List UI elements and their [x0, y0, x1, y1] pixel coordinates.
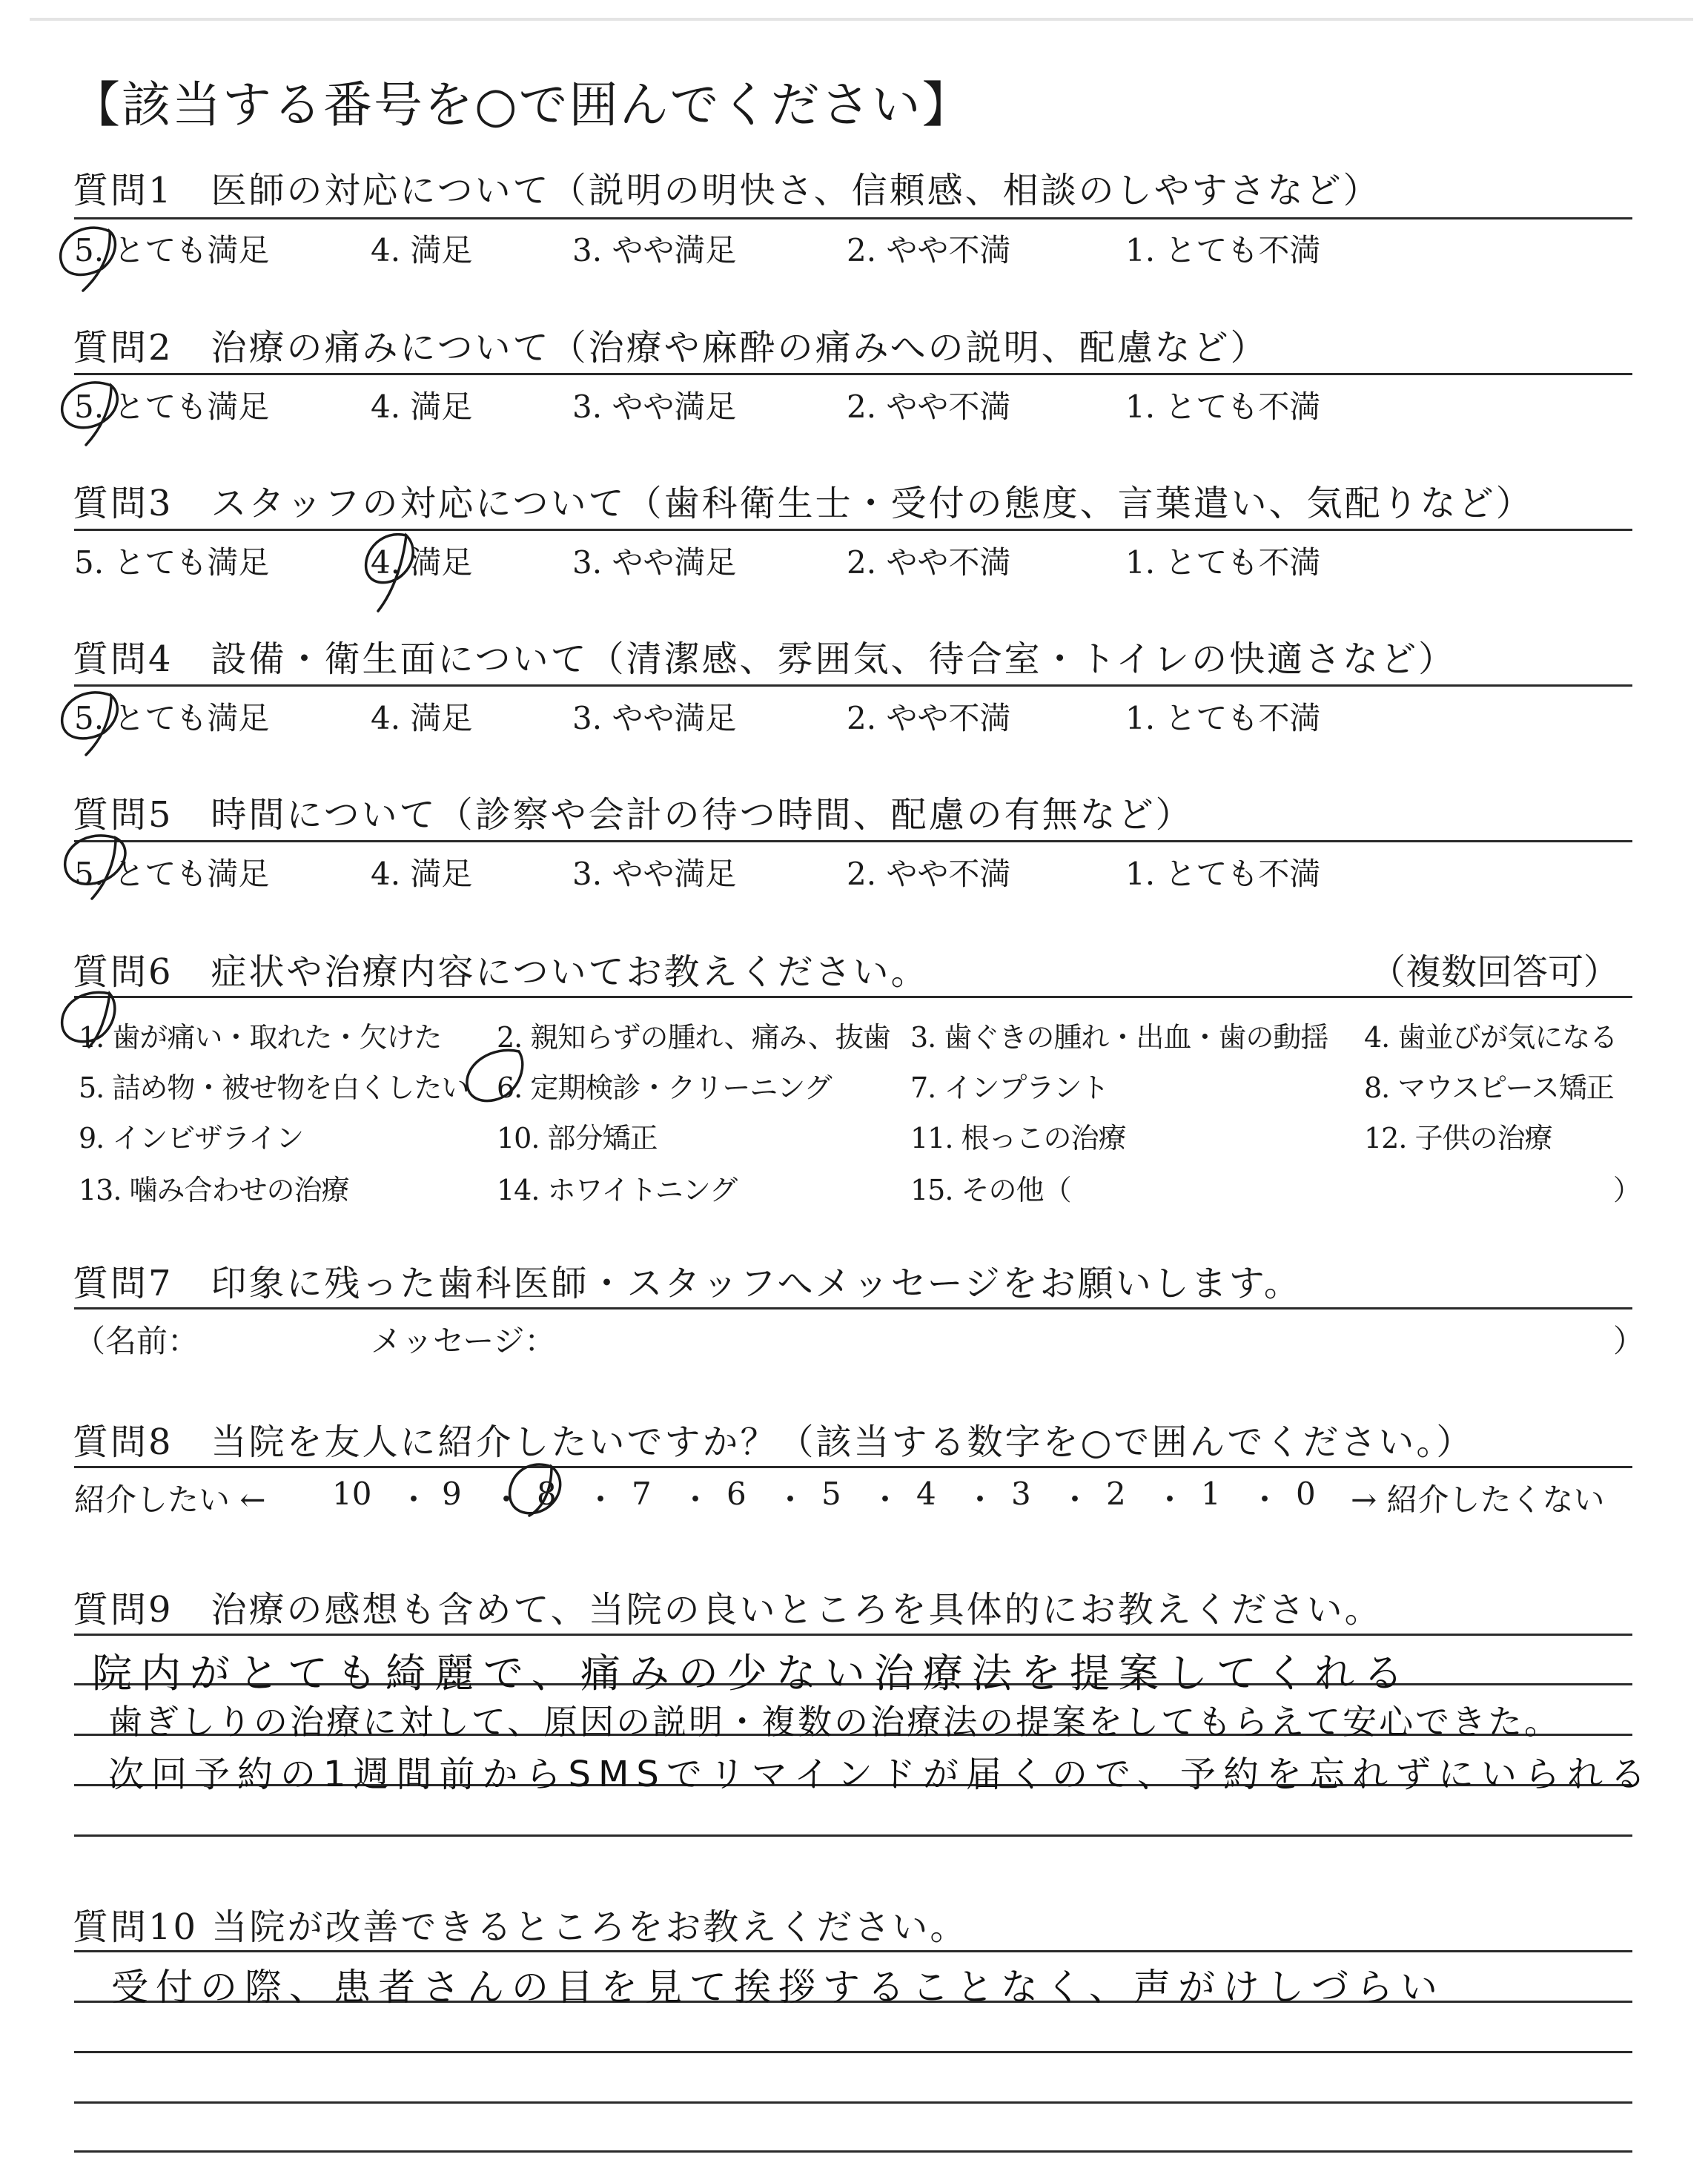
- dot: ・: [491, 1482, 523, 1518]
- scan-edge: [30, 18, 1693, 21]
- dot: ・: [398, 1482, 430, 1518]
- dot: ・: [870, 1482, 901, 1518]
- rule: [74, 684, 1632, 687]
- dot: ・: [775, 1482, 807, 1518]
- q1-option-1[interactable]: 1. とても不満: [1125, 232, 1321, 268]
- q9-answer-line-2: 歯ぎしりの治療に対して、原因の説明・複数の治療法の提案をしてもらえて安心できた。: [108, 1702, 1561, 1742]
- q6-item-13[interactable]: 13. 噛み合わせの治療: [79, 1174, 349, 1206]
- q6-other-close-paren: ）: [1613, 1174, 1641, 1206]
- q5-option-5[interactable]: 5. とても満足: [74, 856, 270, 892]
- q6-item-10[interactable]: 10. 部分矯正: [497, 1122, 658, 1155]
- q4-option-3[interactable]: 3. やや満足: [572, 700, 737, 736]
- q6-item-6[interactable]: 6. 定期検診・クリーニング: [497, 1071, 832, 1104]
- rule: [74, 996, 1632, 998]
- question-5-label: 質問5 時間について（診察や会計の待つ時間、配慮の有無など）: [73, 794, 1194, 836]
- rule: [74, 2150, 1632, 2153]
- question-4-label: 質問4 設備・衛生面について（清潔感、雰囲気、待合室・トイレの快適さなど）: [73, 638, 1457, 680]
- q3-option-4[interactable]: 4. 満足: [371, 544, 473, 581]
- q2-option-3[interactable]: 3. やや満足: [572, 389, 737, 425]
- q6-item-15[interactable]: 15. その他（: [910, 1174, 1071, 1206]
- rule: [74, 840, 1632, 842]
- rule: [74, 217, 1632, 219]
- q6-item-9[interactable]: 9. インビザライン: [79, 1122, 304, 1155]
- q1-option-4[interactable]: 4. 満足: [371, 232, 473, 268]
- q8-score-4[interactable]: 4: [916, 1476, 936, 1512]
- dot: ・: [1249, 1482, 1281, 1518]
- q2-option-4[interactable]: 4. 満足: [371, 389, 473, 425]
- rule: [74, 1834, 1632, 1837]
- rule: [74, 2101, 1632, 2104]
- q6-item-7[interactable]: 7. インプラント: [910, 1071, 1109, 1104]
- q2-option-1[interactable]: 1. とても不満: [1125, 389, 1321, 425]
- question-6-label: 質問6 症状や治療内容についてお教えください。: [73, 951, 929, 993]
- rule: [74, 1466, 1632, 1468]
- q5-option-2[interactable]: 2. やや不満: [847, 856, 1011, 892]
- q4-option-4[interactable]: 4. 満足: [371, 700, 473, 736]
- q6-item-14[interactable]: 14. ホワイトニング: [497, 1174, 738, 1206]
- rule: [74, 1634, 1632, 1636]
- dot: ・: [964, 1482, 996, 1518]
- rule: [74, 373, 1632, 375]
- name-label: （名前：: [74, 1323, 199, 1359]
- q1-option-2[interactable]: 2. やや不満: [847, 232, 1011, 268]
- question-8-label: 質問8 当院を友人に紹介したいですか？（該当する数字を○で囲んでください。）: [73, 1421, 1474, 1463]
- question-3-label: 質問3 スタッフの対応について（歯科衛生士・受付の態度、言葉遣い、気配りなど）: [73, 483, 1534, 524]
- q6-item-5[interactable]: 5. 詰め物・被せ物を白くしたい: [79, 1071, 469, 1104]
- q8-score-3[interactable]: 3: [1011, 1476, 1031, 1512]
- question-9-label: 質問9 治療の感想も含めて、当院の良いところを具体的にお教えください。: [73, 1589, 1383, 1631]
- q1-option-3[interactable]: 3. やや満足: [572, 232, 737, 268]
- q1-option-5[interactable]: 5. とても満足: [74, 232, 270, 268]
- dot: ・: [1059, 1482, 1091, 1518]
- q9-answer-line-1: 院内がとても綺麗で、痛みの少ない治療法を提案してくれる: [92, 1650, 1412, 1697]
- q8-score-7[interactable]: 7: [632, 1476, 652, 1512]
- rule: [74, 2051, 1632, 2053]
- q6-item-1[interactable]: 1. 歯が痛い・取れた・欠けた: [79, 1021, 442, 1054]
- question-7-label: 質問7 印象に残った歯科医師・スタッフへメッセージをお願いします。: [73, 1263, 1302, 1304]
- recommend-right-label: → 紹介したくない: [1351, 1482, 1605, 1518]
- recommend-left-label: 紹介したい ←: [74, 1482, 266, 1518]
- message-label: メッセージ：: [371, 1323, 556, 1359]
- message-close-paren: ）: [1613, 1323, 1645, 1359]
- rule: [74, 1950, 1632, 1952]
- q9-answer-line-3: 次回予約の1週間前からSMSでリマインドが届くので、予約を忘れずにいられる: [108, 1754, 1654, 1795]
- page-title: 【該当する番号を○で囲んでください】: [71, 76, 973, 133]
- q6-item-12[interactable]: 12. 子供の治療: [1364, 1122, 1552, 1155]
- q3-option-3[interactable]: 3. やや満足: [572, 544, 737, 581]
- q5-option-3[interactable]: 3. やや満足: [572, 856, 737, 892]
- question-2-label: 質問2 治療の痛みについて（治療や麻酔の痛みへの説明、配慮など）: [73, 327, 1268, 369]
- dot: ・: [680, 1482, 712, 1518]
- q6-item-8[interactable]: 8. マウスピース矯正: [1364, 1071, 1614, 1104]
- q6-item-2[interactable]: 2. 親知らずの腫れ、痛み、抜歯: [497, 1021, 890, 1054]
- q8-score-8[interactable]: 8: [537, 1476, 557, 1512]
- q8-score-5[interactable]: 5: [821, 1476, 841, 1512]
- q3-option-2[interactable]: 2. やや不満: [847, 544, 1011, 581]
- rule: [74, 529, 1632, 531]
- q8-score-0[interactable]: 0: [1296, 1476, 1316, 1512]
- q2-option-2[interactable]: 2. やや不満: [847, 389, 1011, 425]
- q10-answer-line-1: 受付の際、患者さんの目を見て挨拶することなく、声がけしづらい: [111, 1966, 1445, 2009]
- q4-option-1[interactable]: 1. とても不満: [1125, 700, 1321, 736]
- q5-option-4[interactable]: 4. 満足: [371, 856, 473, 892]
- q5-option-1[interactable]: 1. とても不満: [1125, 856, 1321, 892]
- q2-option-5[interactable]: 5. とても満足: [74, 389, 270, 425]
- q8-score-9[interactable]: 9: [442, 1476, 462, 1512]
- multiple-answer-note: （複数回答可）: [1370, 951, 1620, 993]
- q3-option-1[interactable]: 1. とても不満: [1125, 544, 1321, 581]
- q3-option-5[interactable]: 5. とても満足: [74, 544, 270, 581]
- q4-option-2[interactable]: 2. やや不満: [847, 700, 1011, 736]
- rule: [74, 1307, 1632, 1309]
- q8-score-10[interactable]: 10: [332, 1476, 372, 1512]
- q6-item-3[interactable]: 3. 歯ぐきの腫れ・出血・歯の動揺: [910, 1021, 1328, 1054]
- q8-score-2[interactable]: 2: [1106, 1476, 1126, 1512]
- q6-item-11[interactable]: 11. 根っこの治療: [910, 1122, 1126, 1155]
- q8-score-6[interactable]: 6: [726, 1476, 747, 1512]
- question-1-label: 質問1 医師の対応について（説明の明快さ、信頼感、相談のしやすさなど）: [73, 170, 1381, 211]
- q4-option-5[interactable]: 5. とても満足: [74, 700, 270, 736]
- question-10-label: 質問10 当院が改善できるところをお教えください。: [73, 1906, 968, 1948]
- dot: ・: [1154, 1482, 1186, 1518]
- dot: ・: [585, 1482, 617, 1518]
- q8-score-1[interactable]: 1: [1201, 1476, 1221, 1512]
- q6-item-4[interactable]: 4. 歯並びが気になる: [1364, 1021, 1618, 1054]
